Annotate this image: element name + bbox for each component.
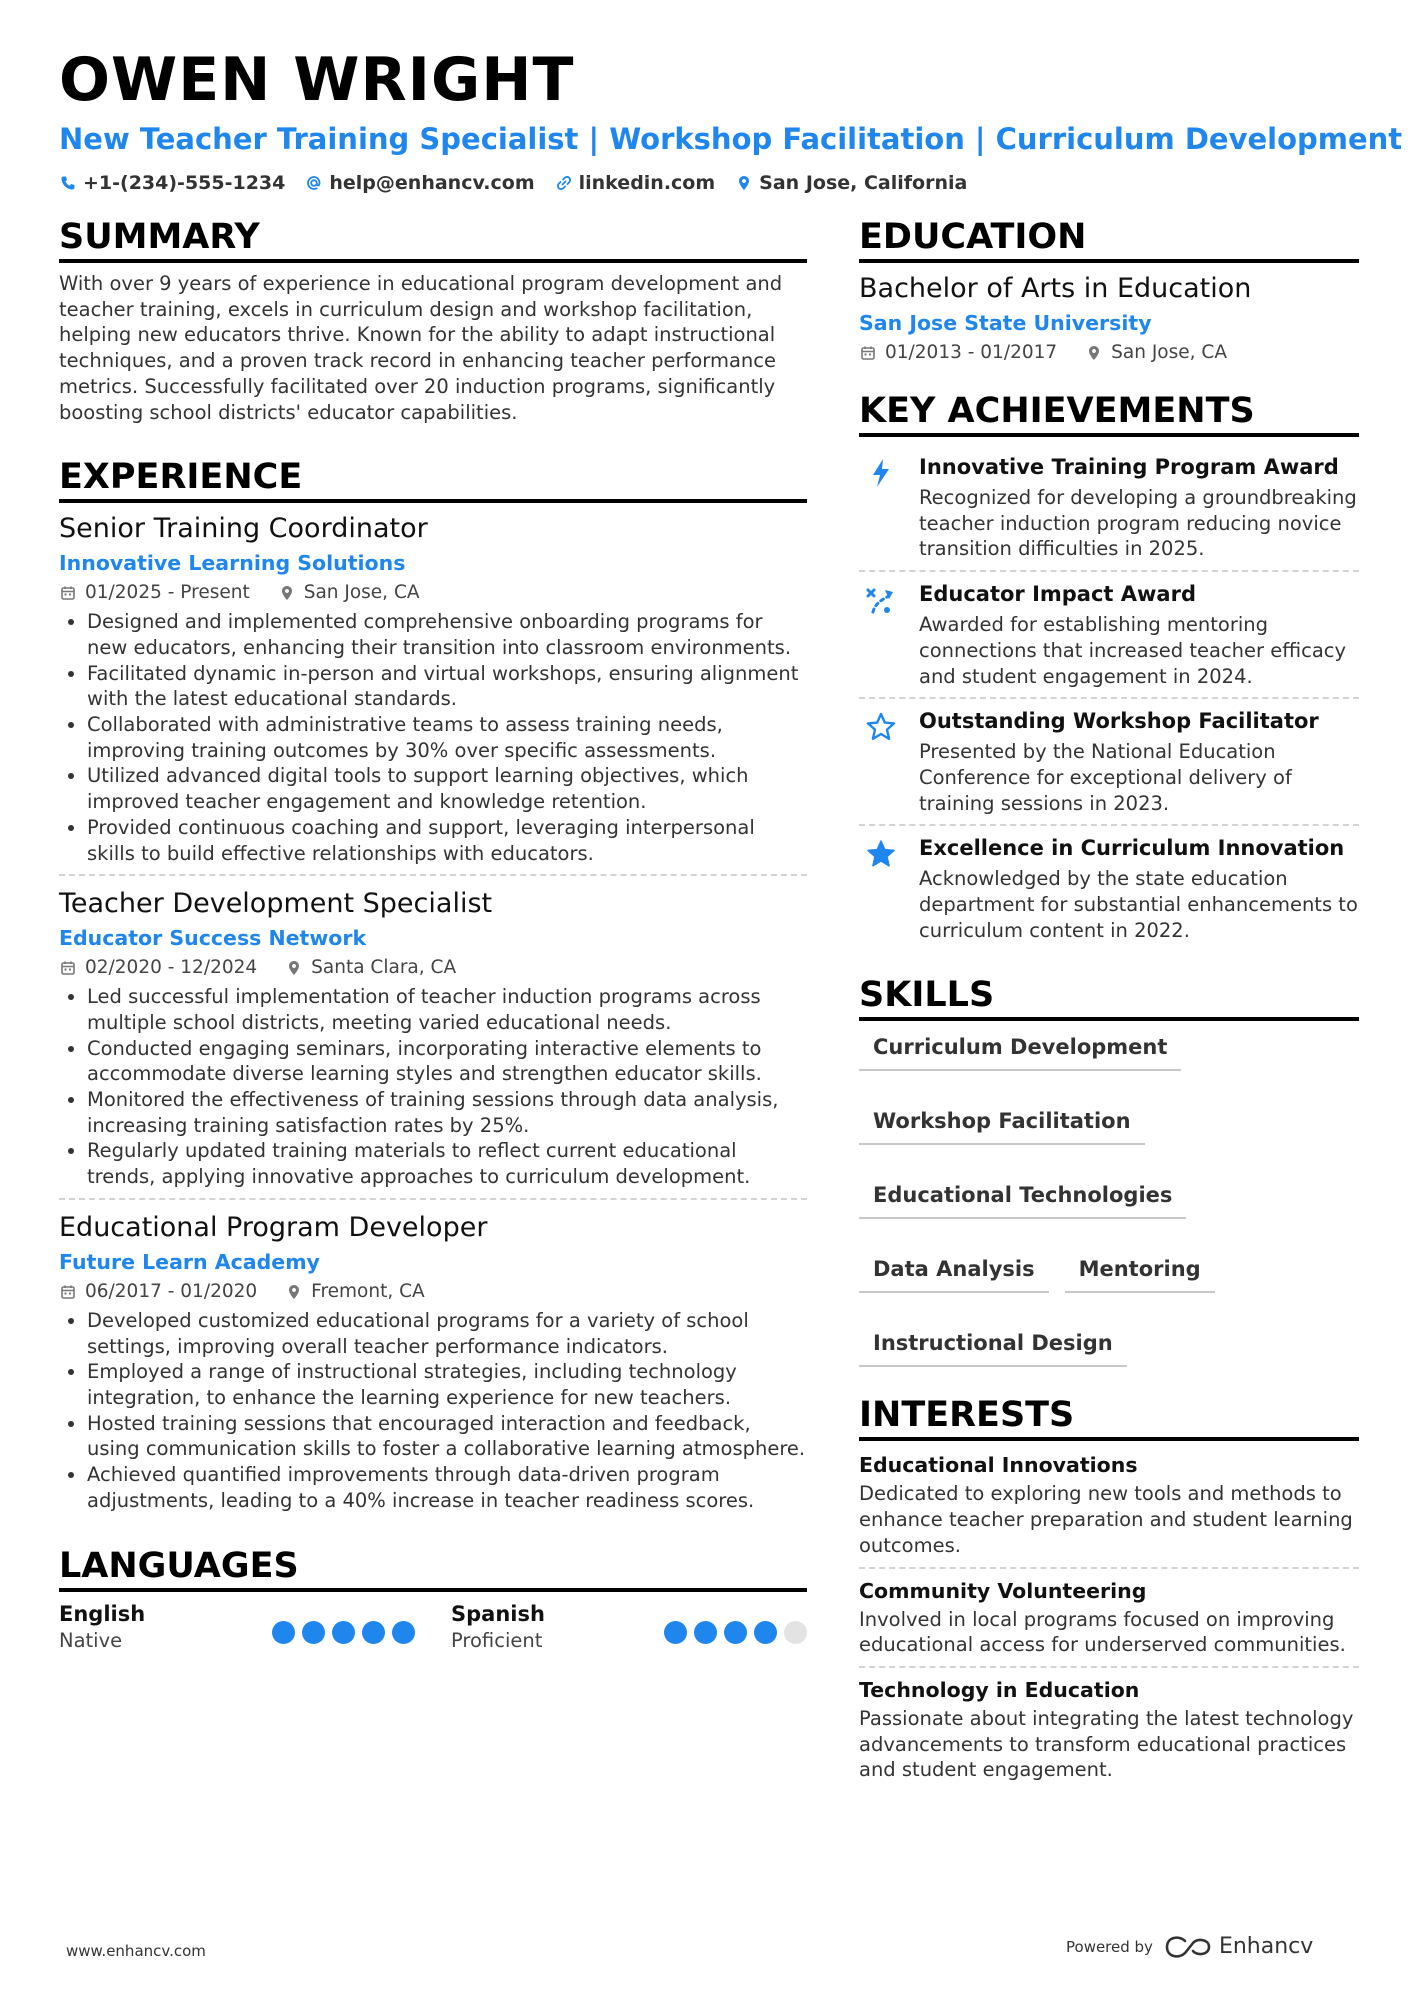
achievement-desc: Acknowledged by the state education department for substantial enhancements to curriculum content in 2022. <box>919 867 1358 942</box>
job-entry <box>59 886 807 1200</box>
education-dates <box>859 339 1057 367</box>
education-meta <box>859 339 1359 367</box>
skill-tag: Mentoring <box>1065 1251 1215 1293</box>
contact-email-text: help@enhancv.com <box>329 172 535 194</box>
right-column <box>859 215 1359 1797</box>
job-dates-text: 06/2017 - 01/2020 <box>85 1280 258 1302</box>
summary-text: With over 9 years of experience in educational program development and teacher training, excels in curriculum design and workshop facilitation, helping new educators thrive. Known for the ability to adapt instructional techniques, and a proven track record in enhancing teacher performance metrics. Successfully facilitated over 20 induction programs, significantly boosting school districts' educator capabilities. <box>59 272 783 424</box>
achievement-desc: Recognized for developing a groundbreaking teacher induction program reducing novice transition difficulties in 2025. <box>919 486 1357 561</box>
experience-section <box>59 455 807 1521</box>
interest-desc: Passionate about integrating the latest technology advancements to transform educational practices and student engagement. <box>859 1706 1354 1782</box>
contact-linkedin[interactable] <box>555 170 716 196</box>
job-title: Senior Training Coordinator <box>59 513 428 545</box>
job-bullet: • Designed and implemented comprehensive onboarding programs for new educators, enhancing their transition into classroom environments. <box>87 609 807 660</box>
job-bullet: • Achieved quantified improvements through data-driven program adjustments, leading to a 40% increase in teacher readiness scores. <box>87 1462 807 1513</box>
skill-tag: Educational Technologies <box>859 1177 1186 1219</box>
brand-name: Enhancv <box>1218 1934 1314 1959</box>
job-dates-text: 01/2025 - Present <box>85 582 250 604</box>
achievement-title: Excellence in Curriculum Innovation <box>919 836 1345 861</box>
achievement-item <box>859 572 1359 699</box>
job-company: Future Learn Academy <box>59 1249 320 1274</box>
languages-heading: LANGUAGES <box>59 1544 807 1592</box>
languages-section <box>59 1544 807 1654</box>
job-bullet: • Regularly updated training materials to reflect current educational trends, applying innovative approaches to curriculum development. <box>87 1138 807 1189</box>
language-rating <box>664 1600 807 1654</box>
job-bullets <box>59 1308 807 1514</box>
job-bullet: • Utilized advanced digital tools to support learning objectives, which improved teacher engagement and knowledge retention. <box>87 763 807 814</box>
link-icon <box>555 174 573 192</box>
job-dates <box>59 954 257 982</box>
summary-section <box>59 215 807 425</box>
interest-desc: Involved in local programs focused on improving educational access for underserved communities. <box>859 1607 1346 1657</box>
at-icon <box>305 174 323 192</box>
job-bullet: • Developed customized educational programs for a variety of school settings, improving overall teacher performance indicators. <box>87 1308 807 1359</box>
candidate-name: OWEN WRIGHT <box>59 45 575 115</box>
job-company: Educator Success Network <box>59 926 367 951</box>
job-company: Innovative Learning Solutions <box>59 551 406 576</box>
achievement-item <box>859 826 1359 951</box>
achievements-heading: KEY ACHIEVEMENTS <box>859 389 1359 437</box>
calendar-icon <box>59 959 77 977</box>
job-meta <box>59 954 807 982</box>
job-bullet: • Facilitated dynamic in-person and virtual workshops, ensuring alignment with the latest educational standards. <box>87 661 807 712</box>
interest-item <box>859 1449 1359 1568</box>
contact-list <box>59 170 1359 196</box>
rating-dot-filled <box>754 1621 777 1644</box>
rating-dot-filled <box>392 1621 415 1644</box>
skill-tag: Instructional Design <box>859 1325 1127 1367</box>
left-column <box>59 215 807 1654</box>
language-list <box>59 1600 807 1654</box>
job-title: Teacher Development Specialist <box>59 888 493 920</box>
strategy-icon <box>859 580 903 689</box>
job-bullet: • Conducted engaging seminars, incorporating interactive elements to accommodate diverse learning styles and strengthen educator skills. <box>87 1036 807 1087</box>
location-icon <box>1085 344 1103 362</box>
job-location-text: San Jose, CA <box>303 582 420 604</box>
skills-section <box>859 973 1359 1367</box>
contact-location-text: San Jose, California <box>759 172 968 194</box>
language-level: Native <box>59 1628 123 1652</box>
brand-logo[interactable] <box>1165 1934 1313 1959</box>
contact-linkedin-text: linkedin.com <box>578 172 716 194</box>
achievement-title: Educator Impact Award <box>919 582 1196 607</box>
location-icon <box>285 959 303 977</box>
job-bullet: • Collaborated with administrative teams to assess training needs, improving training outcomes by 30% over specific assessments. <box>87 712 807 763</box>
job-dates <box>59 579 250 607</box>
rating-dot-filled <box>724 1621 747 1644</box>
achievement-title: Innovative Training Program Award <box>919 455 1339 479</box>
job-bullets <box>59 984 807 1190</box>
contact-location <box>735 170 967 196</box>
rating-dot-filled <box>302 1621 325 1644</box>
footer-branding <box>1066 1934 1313 1959</box>
job-location <box>285 1278 425 1306</box>
interest-item <box>859 1575 1359 1668</box>
language-item <box>451 1600 807 1654</box>
skill-tag: Curriculum Development <box>859 1029 1181 1071</box>
phone-icon <box>59 174 77 192</box>
rating-dot-filled <box>332 1621 355 1644</box>
candidate-title: New Teacher Training Specialist | Workshop Facilitation | Curriculum Development <box>59 122 1403 156</box>
language-name: Spanish <box>451 1601 545 1626</box>
job-bullet: • Employed a range of instructional strategies, including technology integration, to enhance the learning experience for new teachers. <box>87 1359 807 1410</box>
education-dates-text: 01/2013 - 01/2017 <box>885 342 1058 363</box>
education-school: San Jose State University <box>859 311 1152 335</box>
rating-dot-filled <box>694 1621 717 1644</box>
rating-dot-filled <box>664 1621 687 1644</box>
rating-dot-filled <box>272 1621 295 1644</box>
interests-heading: INTERESTS <box>859 1393 1359 1441</box>
enhancv-logo-icon <box>1165 1935 1211 1959</box>
job-entry <box>59 1210 807 1522</box>
job-bullets <box>59 609 807 866</box>
skills-list <box>859 1029 1359 1367</box>
achievement-item <box>859 699 1359 826</box>
job-bullet: • Provided continuous coaching and support, leveraging interpersonal skills to build effective relationships with educators. <box>87 815 807 866</box>
interest-title: Technology in Education <box>859 1677 1140 1702</box>
job-bullet: • Monitored the effectiveness of training sessions through data analysis, increasing training satisfaction rates by 25%. <box>87 1087 807 1138</box>
skill-tag: Workshop Facilitation <box>859 1103 1145 1145</box>
language-item <box>59 1600 415 1654</box>
job-meta <box>59 1278 807 1306</box>
contact-phone-text: +1-(234)-555-1234 <box>83 172 286 194</box>
achievement-desc: Awarded for establishing mentoring connections that increased teacher efficacy and student engagement in 2024. <box>919 613 1347 688</box>
interests-section <box>859 1393 1359 1791</box>
achievement-item <box>859 445 1359 572</box>
summary-heading: SUMMARY <box>59 215 807 263</box>
job-meta <box>59 579 807 607</box>
calendar-icon <box>59 584 77 602</box>
experience-heading: EXPERIENCE <box>59 455 807 503</box>
job-location <box>285 954 456 982</box>
language-name: English <box>59 1601 146 1626</box>
language-rating <box>272 1600 415 1654</box>
resume-header <box>59 40 1403 196</box>
calendar-icon <box>59 1283 77 1301</box>
powered-by-label: Powered by <box>1066 1937 1153 1956</box>
location-icon <box>285 1283 303 1301</box>
rating-dot-empty <box>784 1621 807 1644</box>
location-icon <box>278 584 296 602</box>
star-outline-icon <box>859 707 903 816</box>
job-title: Educational Program Developer <box>59 1211 488 1243</box>
interest-desc: Dedicated to exploring new tools and methods to enhance teacher preparation and student learning outcomes. <box>859 1482 1353 1557</box>
interest-item <box>859 1674 1359 1791</box>
achievements-section <box>859 389 1359 951</box>
job-location-text: Fremont, CA <box>311 1280 425 1302</box>
job-entry <box>59 511 807 876</box>
rating-dot-filled <box>362 1621 385 1644</box>
interest-title: Community Volunteering <box>859 1578 1147 1603</box>
achievement-title: Outstanding Workshop Facilitator <box>919 709 1319 734</box>
job-location-text: Santa Clara, CA <box>311 957 457 979</box>
job-dates-text: 02/2020 - 12/2024 <box>85 957 258 979</box>
achievement-desc: Presented by the National Education Conference for exceptional delivery of training sessions in 2023. <box>919 740 1292 815</box>
contact-email[interactable] <box>305 170 534 196</box>
footer-website[interactable]: www.enhancv.com <box>66 1942 206 1960</box>
education-heading: EDUCATION <box>859 215 1359 263</box>
location-icon <box>735 174 753 192</box>
skill-tag: Data Analysis <box>859 1251 1049 1293</box>
skills-heading: SKILLS <box>859 973 1359 1021</box>
lightning-icon <box>859 453 903 562</box>
contact-phone[interactable] <box>59 170 285 196</box>
job-dates <box>59 1278 257 1306</box>
job-location <box>278 579 420 607</box>
language-level: Proficient <box>451 1628 543 1652</box>
star-filled-icon <box>859 834 903 943</box>
job-bullet: • Led successful implementation of teacher induction programs across multiple school districts, meeting varied educational needs. <box>87 984 807 1035</box>
education-degree: Bachelor of Arts in Education <box>859 273 1252 304</box>
job-bullet: • Hosted training sessions that encouraged interaction and feedback, using communication skills to foster a collaborative learning atmosphere. <box>87 1411 807 1462</box>
education-location-text: San Jose, CA <box>1111 342 1227 363</box>
calendar-icon <box>859 344 877 362</box>
education-location <box>1085 339 1227 367</box>
interest-title: Educational Innovations <box>859 1453 1138 1478</box>
education-section <box>859 215 1359 367</box>
